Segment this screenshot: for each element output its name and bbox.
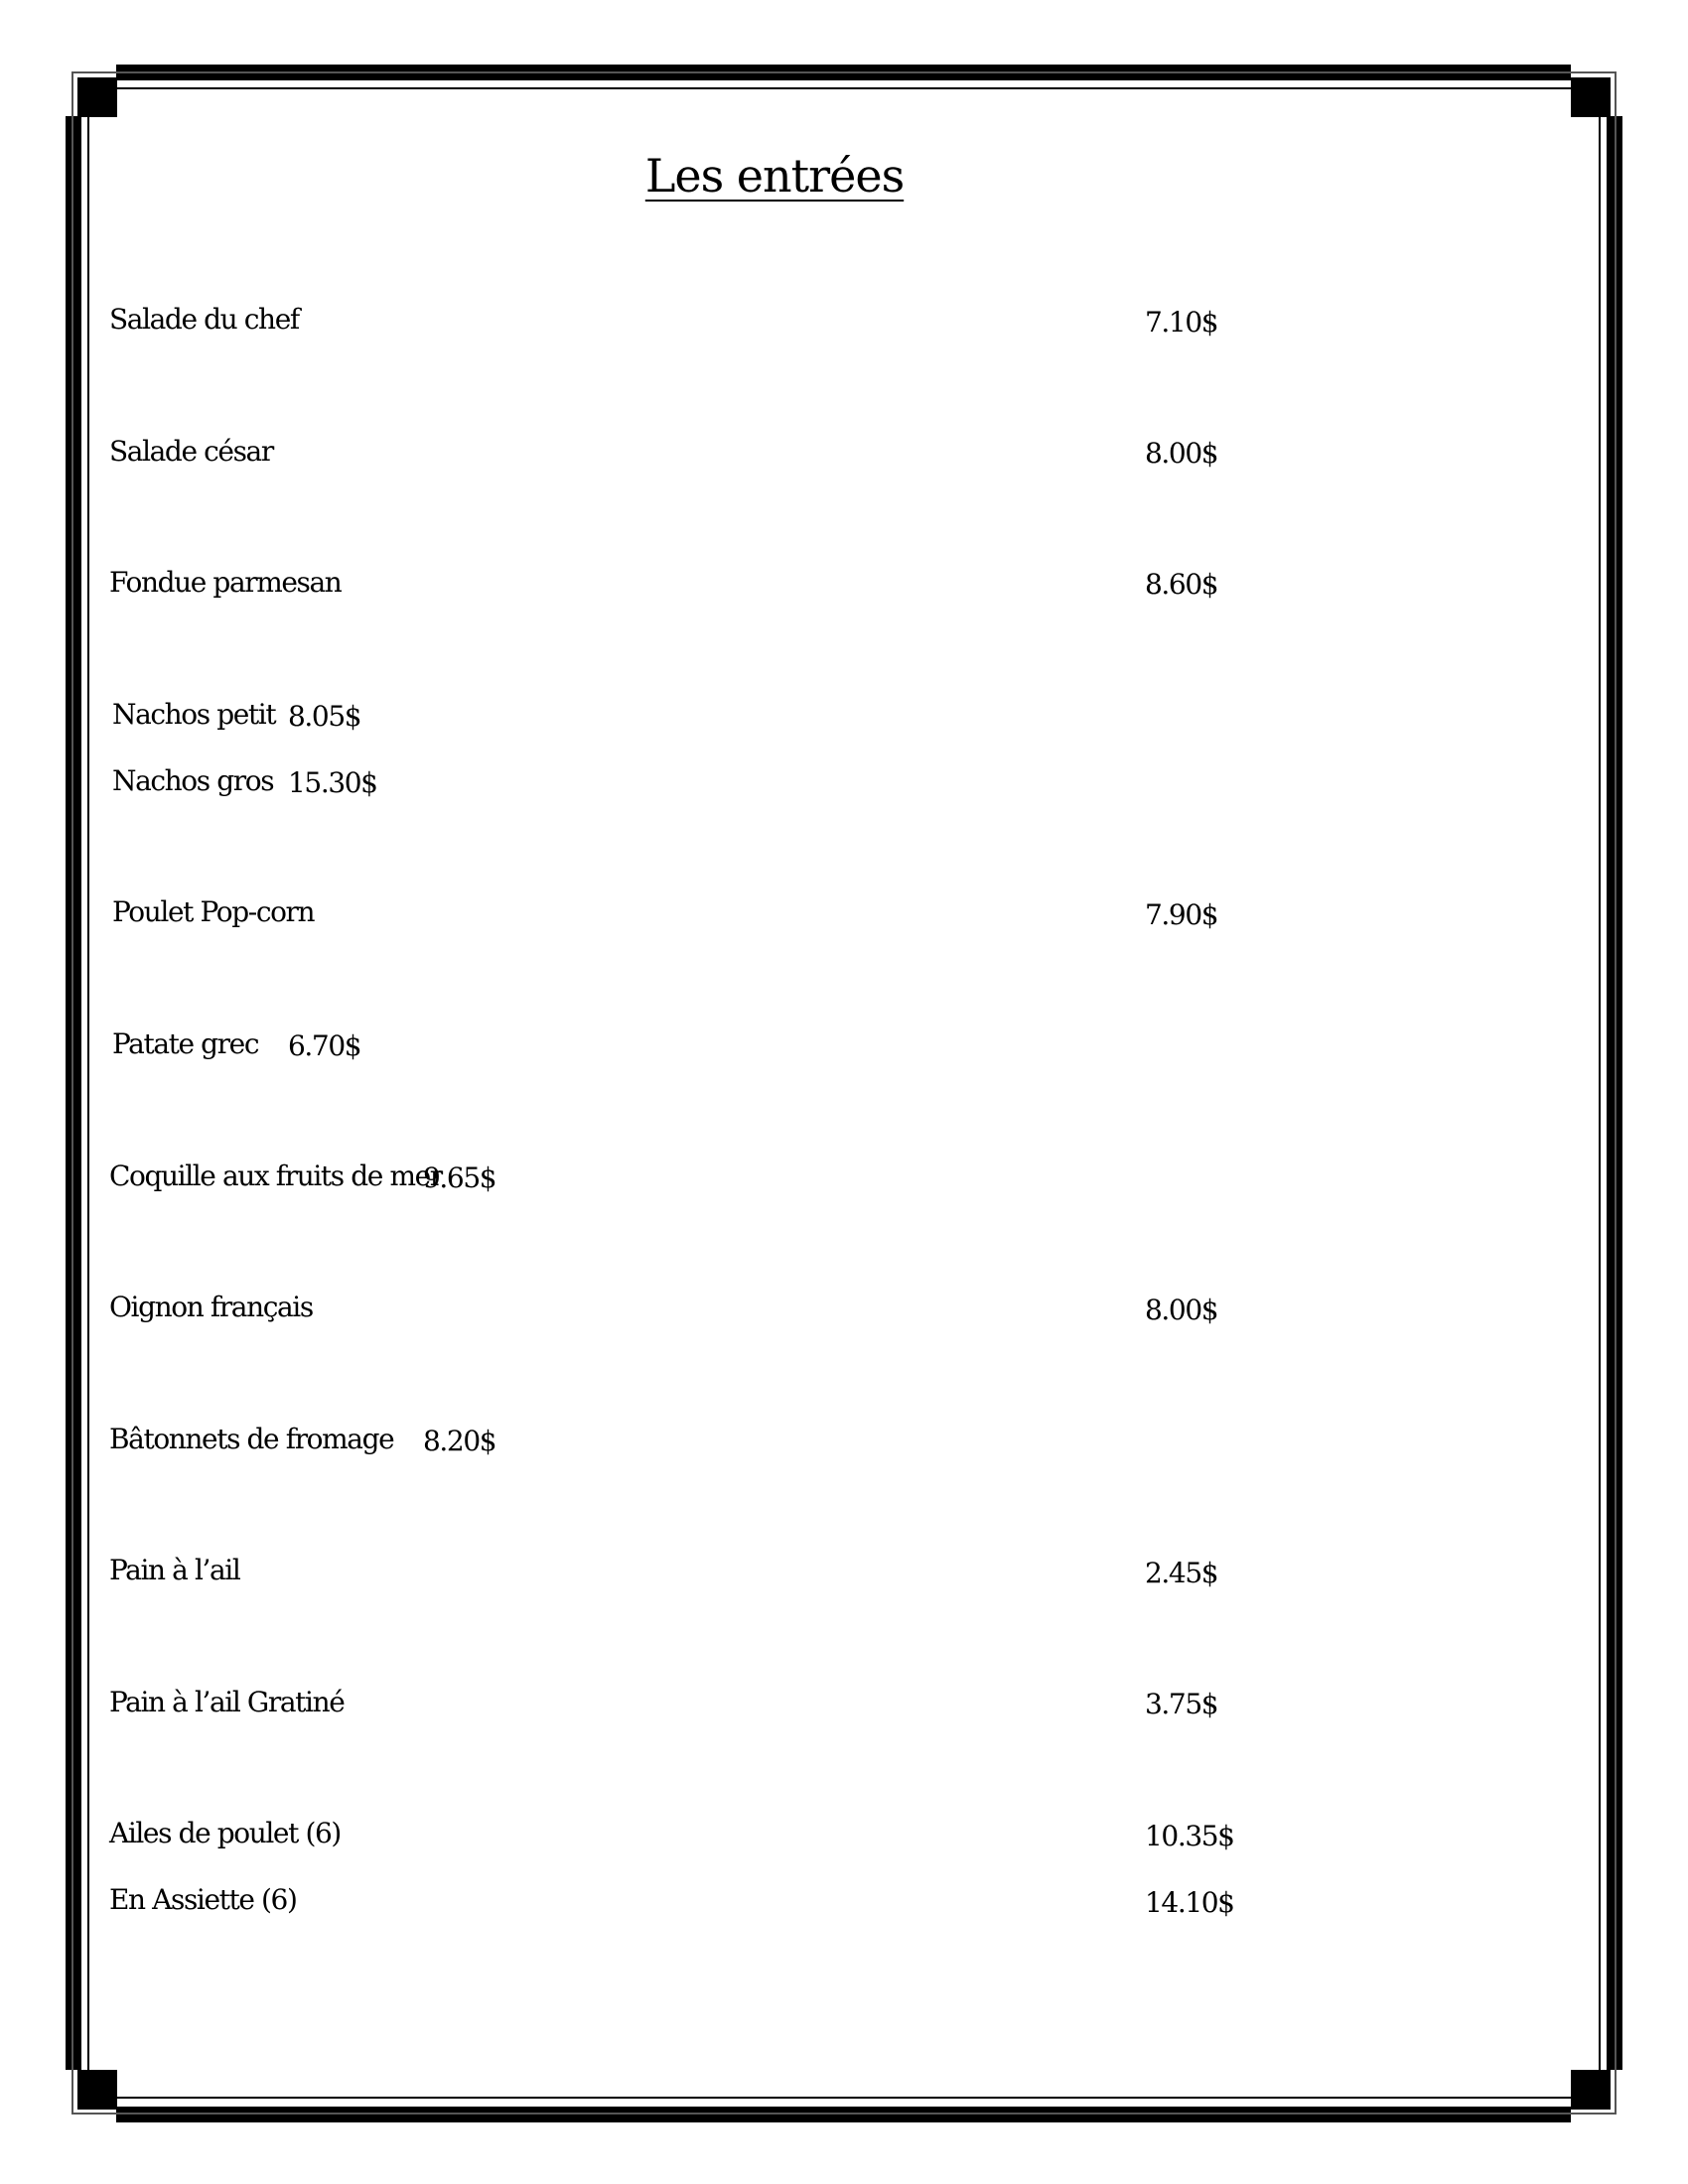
- menu-item-price: 15.30$: [288, 766, 377, 799]
- menu-item-price: 8.20$: [423, 1425, 496, 1457]
- menu-item-name: Fondue parmesan: [109, 566, 342, 599]
- menu-item-price: 6.70$: [288, 1029, 361, 1062]
- menu-item-name: Poulet Pop-corn: [112, 895, 315, 928]
- menu-item-price: 8.00$: [1145, 1294, 1218, 1326]
- menu-item-name: Pain à l’ail Gratiné: [109, 1686, 345, 1718]
- menu-item-name: Salade du chef: [109, 303, 299, 336]
- menu-item-name: Ailes de poulet (6): [109, 1817, 341, 1849]
- menu-item-price: 10.35$: [1145, 1820, 1234, 1852]
- menu-item-name: En Assiette (6): [109, 1883, 297, 1916]
- menu-item-name: Patate grec: [112, 1027, 259, 1060]
- menu-item-price: 7.90$: [1145, 898, 1218, 931]
- page-title: Les entrées: [644, 149, 905, 203]
- menu-item-name: Coquille aux fruits de mer: [109, 1160, 442, 1192]
- menu-item-price: 3.75$: [1145, 1688, 1218, 1720]
- menu-item-price: 8.60$: [1145, 568, 1218, 601]
- menu-item-name: Pain à l’ail: [109, 1554, 240, 1586]
- menu-item-price: 8.05$: [288, 700, 361, 733]
- menu-item-name: Salade césar: [109, 435, 273, 468]
- menu-item-name: Nachos petit: [112, 698, 276, 731]
- menu-item-price: 8.00$: [1145, 437, 1218, 470]
- menu-item-name: Nachos gros: [112, 764, 274, 797]
- menu-item-price: 2.45$: [1145, 1557, 1218, 1589]
- menu-item-price: 7.10$: [1145, 306, 1218, 339]
- border-inner-line: [87, 87, 1601, 2099]
- menu-item-name: Bâtonnets de fromage: [109, 1423, 394, 1455]
- menu-item-price: 14.10$: [1145, 1886, 1234, 1919]
- menu-item-price: 9.65$: [423, 1161, 496, 1194]
- menu-item-name: Oignon français: [109, 1291, 313, 1323]
